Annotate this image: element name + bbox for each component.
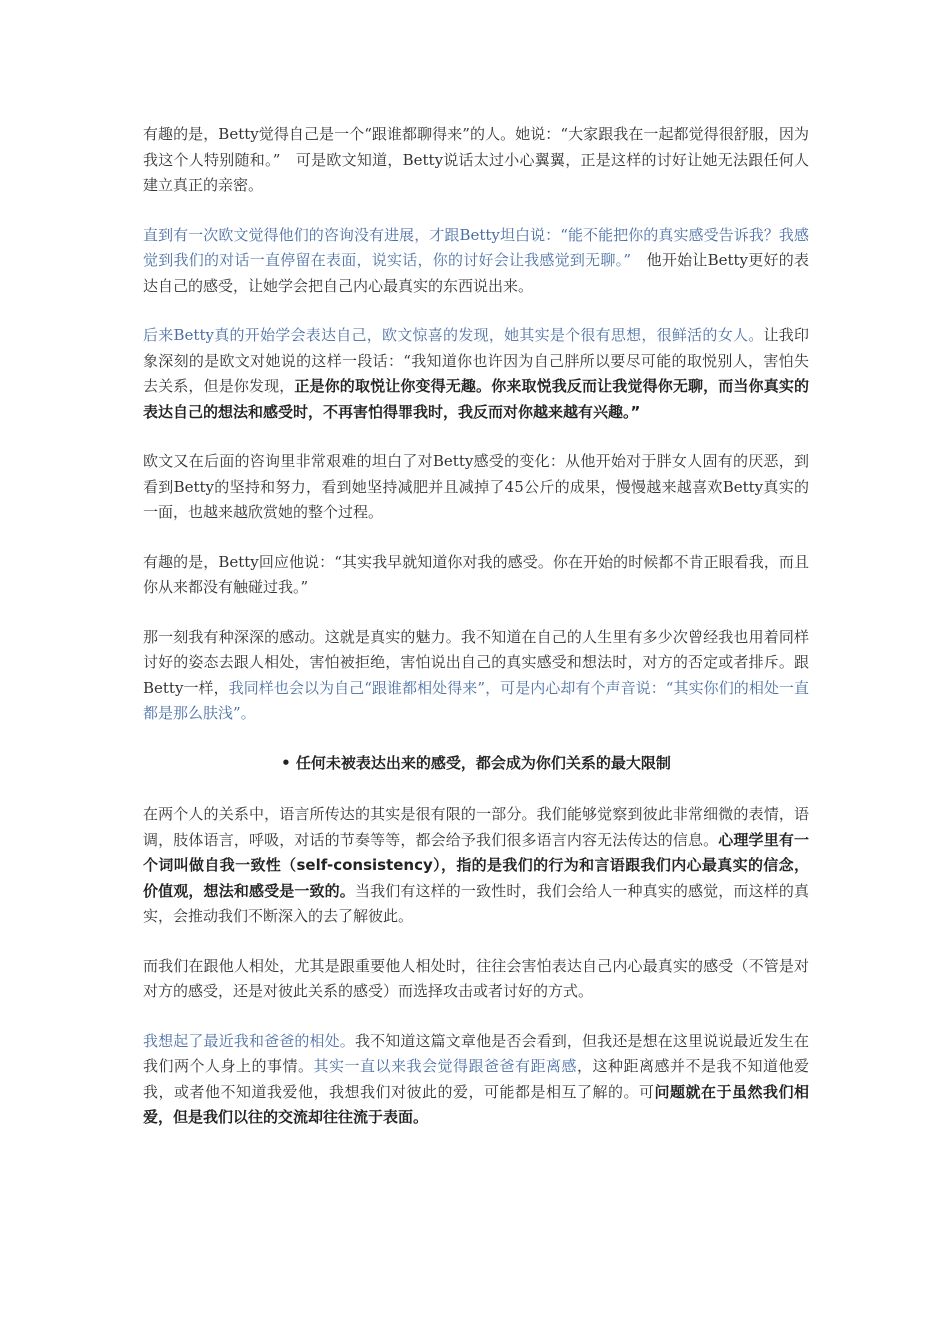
text-segment: 有趣的是，Betty回应他说：“其实我早就知道你对我的感受。你在开始的时候都不肯正眼看我，而且你从来都没有触碰过我。”	[143, 552, 809, 596]
paragraph-4	[143, 449, 809, 526]
text-segment: 他开始让Betty更好的表达自己的感受，让她学会把自己内心最真实的东西说出来。	[143, 251, 809, 295]
text-segment: 欧文又在后面的咨询里非常艰难的坦白了对Betty感受的变化：从他开始对于胖女人固有的厌恶，到看到Betty的坚持和努力，看到她坚持减肥并且减掉了45公斤的成果，慢慢越来越喜欢Betty真实的一面，也越来越欣赏她的整个过程。	[143, 452, 809, 521]
text-segment: 让我印象深刻的是欧文对她说的这样一段话：“我知道你也许因为自己胖所以要尽可能的取悦别人，害怕失去关系，但是你发现，	[143, 326, 809, 395]
text-segment: 有趣的是，Betty觉得自己是一个“跟谁都聊得来”的人。她说：“大家跟我在一起都觉得很舒服，因为我这个人特别随和。” 可是欧文知道，Betty说话太过小心翼翼，正是这样的讨好让她无法跟任何人建立真正的亲密。	[143, 125, 809, 194]
article-body	[143, 122, 809, 1155]
bold-text: 心理学里有一个词叫做自我一致性（self-consistency），指的是我们的行为和言语跟我们内心最真实的信念，价值观，想法和感受是一致的。	[143, 830, 809, 900]
paragraph-5	[143, 550, 809, 601]
highlighted-text: 其实一直以来我会觉得跟爸爸有距离感	[313, 1057, 577, 1075]
highlighted-text: 我想起了最近我和爸爸的相处。	[143, 1031, 355, 1050]
highlighted-text: 后来Betty真的开始学会表达自己，欧文惊喜的发现，她其实是个很有思想，很鲜活的女人。	[143, 326, 764, 344]
bold-text: 问题就在于虽然我们相爱，但是我们以往的交流却往往流于表面。	[143, 1082, 809, 1126]
paragraph-6	[143, 625, 809, 727]
bold-text: 正是你的取悦让你变得无趣。你来取悦我反而让我觉得你无聊，而当你真实的表达自己的想法和感受时，不再害怕得罪我时，我反而对你越来越有兴趣。”	[143, 377, 809, 421]
section-heading: • 任何未被表达出来的感受，都会成为你们关系的最大限制	[281, 753, 671, 772]
highlighted-text: 我同样也会以为自己“跟谁都相处得来”，可是内心却有个声音说：“其实你们的相处一直都是那么肤浅”。	[143, 678, 809, 722]
paragraph-7	[143, 802, 809, 930]
text-segment: 那一刻我有种深深的感动。这就是真实的魅力。我不知道在自己的人生里有多少次曾经我也用着同样讨好的姿态去跟人相处，害怕被拒绝，害怕说出自己的真实感受和想法时，对方的否定或者排斥。跟Betty一样，	[143, 627, 809, 697]
paragraph-9	[143, 1029, 809, 1131]
highlighted-text: 直到有一次欧文觉得他们的咨询没有进展，才跟Betty坦白说：“能不能把你的真实感受告诉我？我感觉到我们的对话一直停留在表面，说实话，你的讨好会让我感觉到无聊。”	[143, 225, 809, 269]
text-segment: 而我们在跟他人相处，尤其是跟重要他人相处时，往往会害怕表达自己内心最真实的感受（不管是对对方的感受，还是对彼此关系的感受）而选择攻击或者讨好的方式。	[143, 956, 809, 1000]
text-segment: 当我们有这样的一致性时，我们会给人一种真实的感觉，而这样的真实，会推动我们不断深入的去了解彼此。	[143, 881, 809, 925]
paragraph-3	[143, 323, 809, 425]
paragraph-1	[143, 122, 809, 199]
text-segment: 在两个人的关系中，语言所传达的其实是很有限的一部分。我们能够觉察到彼此非常细微的表情，语调，肢体语言，呼吸，对话的节奏等等，都会给予我们很多语言内容无法传达的信息。	[143, 805, 809, 849]
paragraph-2	[143, 223, 809, 300]
text-segment: ，这种距离感并不是我不知道他爱我，或者他不知道我爱他，我想我们对彼此的爱，可能都是相互了解的。可	[143, 1057, 809, 1101]
text-segment: 我不知道这篇文章他是否会看到，但我还是想在这里说说最近发生在我们两个人身上的事情。	[143, 1031, 809, 1075]
paragraph-8	[143, 954, 809, 1005]
